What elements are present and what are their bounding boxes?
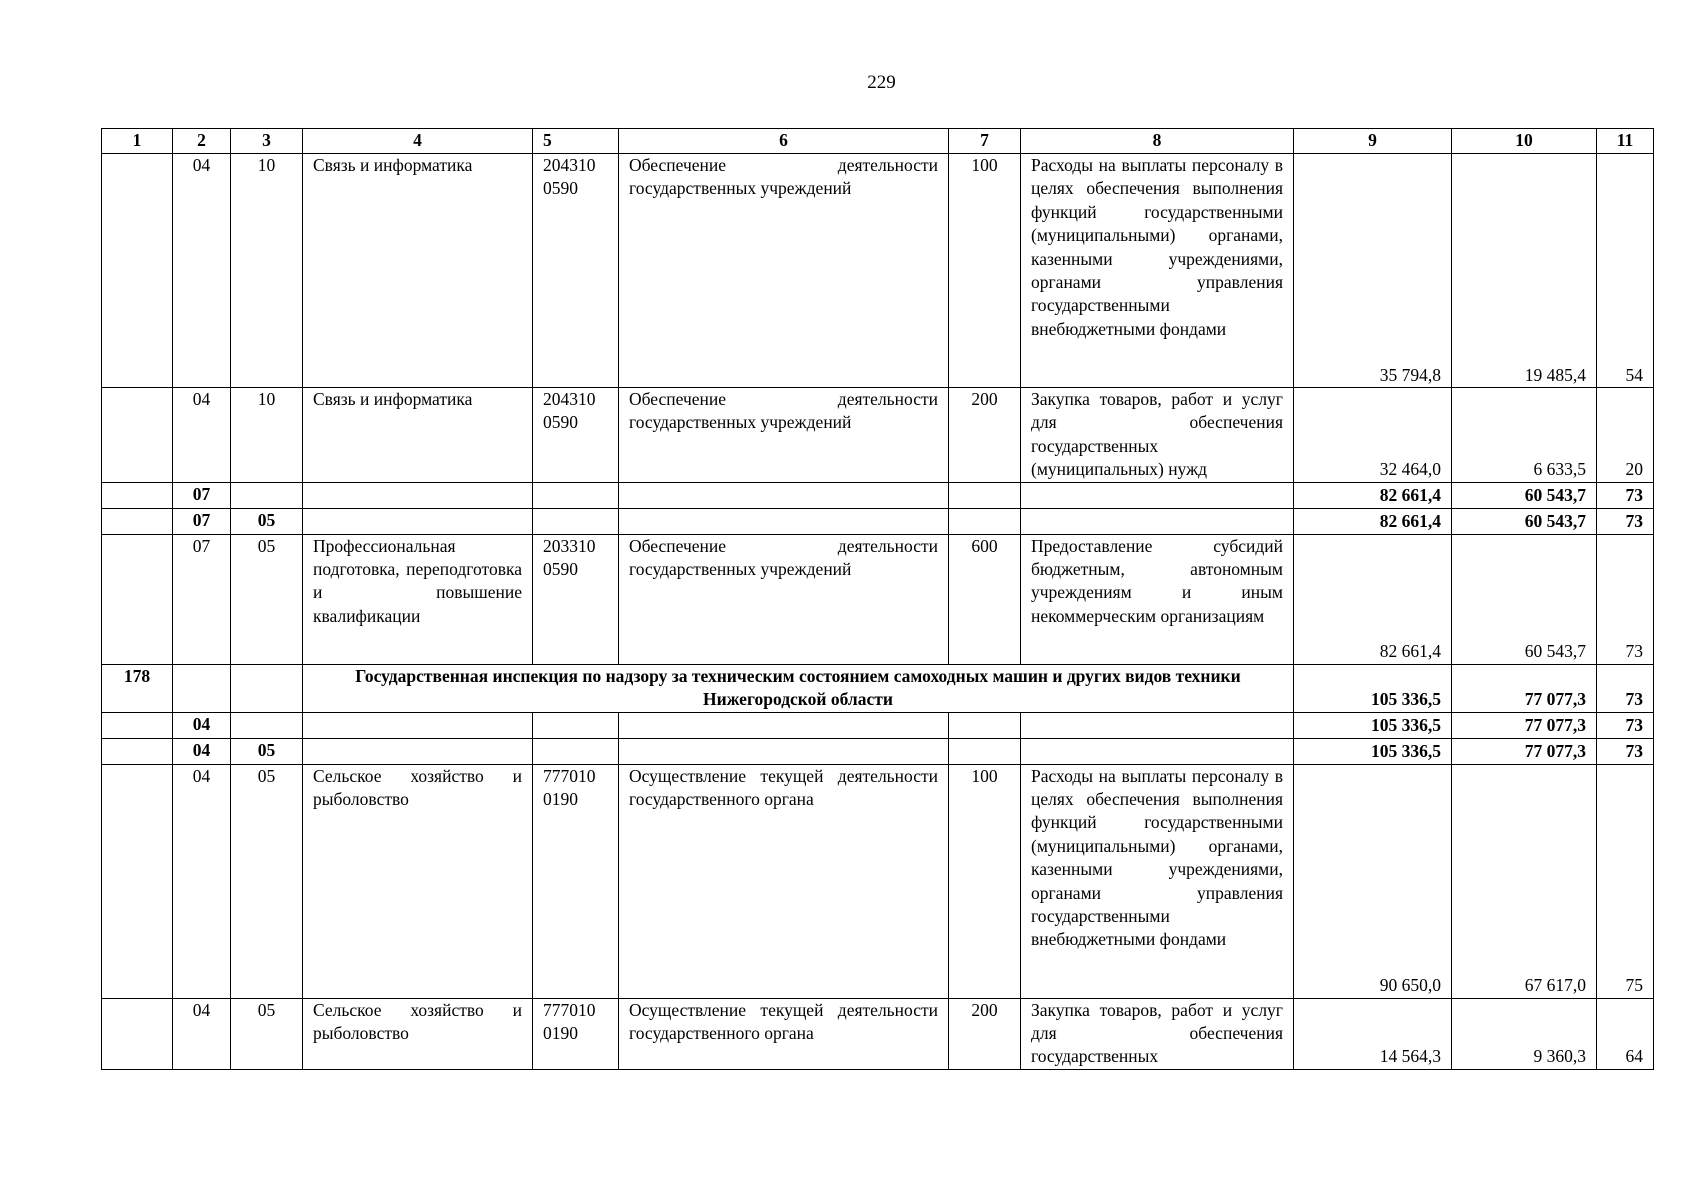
cell-c8: Расходы на выплаты персоналу в целях обеспечения выполнения функций государственными (муниципальными) органами, казенными учреждениями, органами управления государственными внебюджетными фондами	[1021, 154, 1294, 388]
cell-c1	[102, 764, 173, 998]
cell-c5	[533, 482, 619, 508]
cell-c9: 105 336,5	[1294, 664, 1452, 712]
cell-c8	[1021, 508, 1294, 534]
header-cell: 9	[1294, 129, 1452, 154]
cell-c11: 20	[1597, 388, 1654, 483]
cell-c7: 600	[949, 534, 1021, 664]
cell-c3: 05	[231, 998, 303, 1069]
cell-c2: 07	[173, 508, 231, 534]
cell-c3: 05	[231, 764, 303, 998]
table-row	[102, 764, 1654, 998]
header-cell: 8	[1021, 129, 1294, 154]
cell-c8: Предоставление субсидий бюджетным, автономным учреждениям и иным некоммерческим организациям	[1021, 534, 1294, 664]
cell-c11: 73	[1597, 482, 1654, 508]
cell-c5: 204310 0590	[533, 154, 619, 388]
cell-c8: Закупка товаров, работ и услуг для обеспечения государственных (муниципальных) нужд	[1021, 388, 1294, 483]
table-row	[102, 664, 1654, 712]
cell-c1	[102, 998, 173, 1069]
table-row	[102, 738, 1654, 764]
header-cell: 6	[619, 129, 949, 154]
header-row	[102, 129, 1654, 154]
table-row	[102, 712, 1654, 738]
cell-c7	[949, 712, 1021, 738]
cell-c9: 82 661,4	[1294, 508, 1452, 534]
cell-c11: 75	[1597, 764, 1654, 998]
cell-c1	[102, 712, 173, 738]
table-row	[102, 154, 1654, 388]
cell-c3: 05	[231, 508, 303, 534]
cell-c5: 777010 0190	[533, 764, 619, 998]
cell-c2: 04	[173, 764, 231, 998]
cell-c1: 178	[102, 664, 173, 712]
cell-c11: 54	[1597, 154, 1654, 388]
cell-c2	[173, 664, 231, 712]
cell-c7: 100	[949, 764, 1021, 998]
cell-c6: Обеспечение деятельности государственных учреждений	[619, 154, 949, 388]
cell-c4: Сельское хозяйство и рыболовство	[303, 998, 533, 1069]
cell-c9: 105 336,5	[1294, 738, 1452, 764]
cell-c1	[102, 388, 173, 483]
cell-c4	[303, 712, 533, 738]
cell-c10: 67 617,0	[1452, 764, 1597, 998]
cell-c9: 90 650,0	[1294, 764, 1452, 998]
cell-c4	[303, 738, 533, 764]
cell-c11: 73	[1597, 738, 1654, 764]
cell-c4: Профессиональная подготовка, переподготовка и повышение квалификации	[303, 534, 533, 664]
cell-c8	[1021, 482, 1294, 508]
cell-c5: 777010 0190	[533, 998, 619, 1069]
table-row	[102, 388, 1654, 483]
cell-c3	[231, 664, 303, 712]
header-cell: 10	[1452, 129, 1597, 154]
cell-c10: 60 543,7	[1452, 534, 1597, 664]
cell-c1	[102, 738, 173, 764]
header-cell: 11	[1597, 129, 1654, 154]
cell-c10: 60 543,7	[1452, 482, 1597, 508]
cell-c3	[231, 712, 303, 738]
cell-c2: 07	[173, 534, 231, 664]
cell-c2: 04	[173, 998, 231, 1069]
cell-c5	[533, 712, 619, 738]
cell-c3: 10	[231, 388, 303, 483]
cell-c10: 77 077,3	[1452, 664, 1597, 712]
cell-c7: 200	[949, 998, 1021, 1069]
cell-c1	[102, 534, 173, 664]
cell-c4: Сельское хозяйство и рыболовство	[303, 764, 533, 998]
header-cell: 3	[231, 129, 303, 154]
cell-c2: 04	[173, 712, 231, 738]
header-cell: 5	[533, 129, 619, 154]
cell-c7	[949, 738, 1021, 764]
cell-c10: 6 633,5	[1452, 388, 1597, 483]
cell-c6	[619, 738, 949, 764]
cell-c7: 100	[949, 154, 1021, 388]
cell-c7	[949, 482, 1021, 508]
cell-c11: 73	[1597, 712, 1654, 738]
header-cell: 2	[173, 129, 231, 154]
table-row	[102, 534, 1654, 664]
cell-c1	[102, 154, 173, 388]
cell-c3: 05	[231, 534, 303, 664]
cell-c10: 60 543,7	[1452, 508, 1597, 534]
cell-c11: 73	[1597, 534, 1654, 664]
table-row	[102, 508, 1654, 534]
cell-c9: 32 464,0	[1294, 388, 1452, 483]
cell-c7	[949, 508, 1021, 534]
cell-c5: 204310 0590	[533, 388, 619, 483]
cell-c4: Связь и информатика	[303, 154, 533, 388]
header-cell: 1	[102, 129, 173, 154]
cell-c2: 07	[173, 482, 231, 508]
cell-c1	[102, 482, 173, 508]
cell-c6	[619, 508, 949, 534]
cell-c2: 04	[173, 388, 231, 483]
cell-c10: 9 360,3	[1452, 998, 1597, 1069]
cell-c2: 04	[173, 154, 231, 388]
cell-c4	[303, 482, 533, 508]
section-title: Государственная инспекция по надзору за техническим состоянием самоходных машин и других видов техники Нижегородской области	[303, 664, 1294, 712]
cell-c3: 05	[231, 738, 303, 764]
cell-c11: 73	[1597, 664, 1654, 712]
cell-c8	[1021, 738, 1294, 764]
cell-c11: 64	[1597, 998, 1654, 1069]
cell-c9: 35 794,8	[1294, 154, 1452, 388]
budget-table	[101, 128, 1654, 1070]
cell-c1	[102, 508, 173, 534]
cell-c10: 19 485,4	[1452, 154, 1597, 388]
cell-c9: 105 336,5	[1294, 712, 1452, 738]
cell-c6: Осуществление текущей деятельности государственного органа	[619, 764, 949, 998]
cell-c8	[1021, 712, 1294, 738]
cell-c6: Обеспечение деятельности государственных учреждений	[619, 388, 949, 483]
cell-c5	[533, 508, 619, 534]
cell-c10: 77 077,3	[1452, 712, 1597, 738]
cell-c9: 14 564,3	[1294, 998, 1452, 1069]
cell-c8: Расходы на выплаты персоналу в целях обеспечения выполнения функций государственными (муниципальными) органами, казенными учреждениями, органами управления государственными внебюджетными фондами	[1021, 764, 1294, 998]
cell-c9: 82 661,4	[1294, 534, 1452, 664]
cell-c11: 73	[1597, 508, 1654, 534]
cell-c10: 77 077,3	[1452, 738, 1597, 764]
table-row	[102, 998, 1654, 1069]
header-cell: 7	[949, 129, 1021, 154]
cell-c5	[533, 738, 619, 764]
cell-c2: 04	[173, 738, 231, 764]
cell-c6: Осуществление текущей деятельности государственного органа	[619, 998, 949, 1069]
cell-c6: Обеспечение деятельности государственных учреждений	[619, 534, 949, 664]
cell-c6	[619, 482, 949, 508]
cell-c9: 82 661,4	[1294, 482, 1452, 508]
cell-c4: Связь и информатика	[303, 388, 533, 483]
cell-c3	[231, 482, 303, 508]
header-cell: 4	[303, 129, 533, 154]
cell-c5: 203310 0590	[533, 534, 619, 664]
page-number: 229	[867, 72, 896, 93]
cell-c6	[619, 712, 949, 738]
cell-c8: Закупка товаров, работ и услуг для обеспечения государственных	[1021, 998, 1294, 1069]
cell-c7: 200	[949, 388, 1021, 483]
cell-c3: 10	[231, 154, 303, 388]
table-row	[102, 482, 1654, 508]
cell-c4	[303, 508, 533, 534]
